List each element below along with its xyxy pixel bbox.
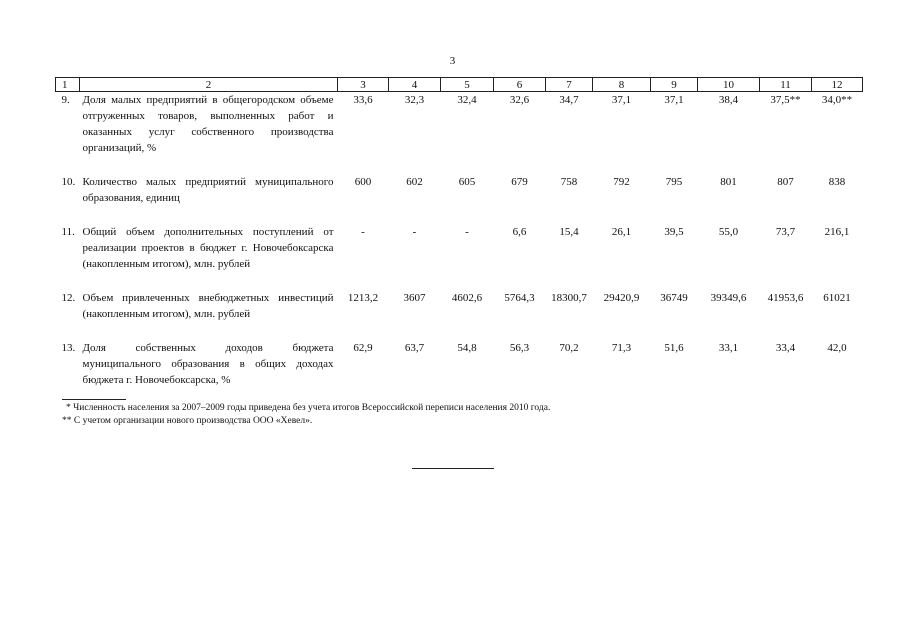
row-value: 15,4 (559, 226, 579, 238)
row-value: 216,1 (824, 226, 850, 238)
row-description: Доля малых предприятий в общегородском объеме отгруженных товаров, выполненных работ и оказанных услуг собственного производства организаций, % (82, 94, 334, 154)
row-value: 6,6 (512, 226, 527, 238)
column-header: 7 (546, 78, 593, 92)
table-row (56, 340, 863, 388)
row-value: 37,1 (611, 94, 632, 106)
row-value: 62,9 (353, 342, 373, 354)
row-value: 26,1 (611, 226, 632, 238)
row-value: 5764,3 (504, 292, 535, 304)
row-number: 11. (61, 226, 75, 238)
row-value: 73,7 (775, 226, 796, 238)
indicators-table (55, 77, 863, 388)
row-value: 71,3 (611, 342, 632, 354)
table-row (56, 224, 863, 272)
row-value: 37,5** (770, 94, 801, 106)
row-value: 61021 (823, 292, 851, 304)
row-value: 29420,9 (603, 292, 640, 304)
column-header: 11 (760, 78, 812, 92)
row-description: Доля собственных доходов бюджета муниципального образования в общих доходах бюджета г. Новочебоксарска, % (82, 342, 334, 386)
table-row (56, 290, 863, 322)
row-value: 42,0 (827, 342, 847, 354)
row-value: 32,3 (404, 94, 425, 106)
row-value: 38,4 (718, 94, 739, 106)
table-row (56, 92, 863, 157)
row-value: 33,1 (718, 342, 739, 354)
row-value: - (361, 226, 365, 238)
row-value: - (465, 226, 469, 238)
row-value: 4602,6 (451, 292, 483, 304)
row-value: 3607 (403, 292, 426, 304)
row-value: 33,6 (353, 94, 373, 106)
row-description: Количество малых предприятий муниципального образования, единиц (82, 176, 334, 204)
row-description: Объем привлеченных внебюджетных инвестиций (накопленным итогом), млн. рублей (82, 292, 334, 320)
row-value: 602 (406, 176, 423, 188)
column-header: 4 (389, 78, 441, 92)
page-number: 3 (449, 55, 456, 67)
row-value: 51,6 (664, 342, 684, 354)
row-number: 12. (61, 292, 76, 304)
column-header: 1 (56, 78, 80, 92)
header-row (56, 78, 863, 92)
row-value: 70,2 (559, 342, 579, 354)
row-value: 679 (511, 176, 528, 188)
row-value: 36749 (660, 292, 688, 304)
column-header: 8 (593, 78, 651, 92)
row-value: 18300,7 (551, 292, 587, 304)
row-value: 795 (665, 176, 683, 188)
row-value: 838 (828, 176, 846, 188)
row-value: 32,6 (509, 94, 530, 106)
row-description: Общий объем дополнительных поступлений от реализации проектов в бюджет г. Новочебоксарска (накопленным итогом), млн. рублей (82, 226, 334, 270)
footnote-divider (62, 399, 126, 400)
column-header: 6 (494, 78, 546, 92)
row-value: 63,7 (404, 342, 425, 354)
column-header: 3 (338, 78, 389, 92)
row-number: 13. (61, 342, 76, 354)
row-value: 807 (777, 176, 794, 188)
column-header: 12 (812, 78, 863, 92)
row-value: 33,4 (775, 342, 796, 354)
row-value: 39,5 (664, 226, 684, 238)
row-value: 1213,2 (347, 292, 379, 304)
row-value: 792 (613, 176, 630, 188)
row-value: 37,1 (664, 94, 684, 106)
footnote: * Численность населения за 2007–2009 годы приведена без учета итогов Всероссийской переписи населения 2010 года. (66, 403, 551, 413)
row-value: 56,3 (509, 342, 530, 354)
row-value: 605 (458, 176, 476, 188)
row-number: 9. (61, 94, 70, 106)
footnote: ** С учетом организации нового производства ООО «Хевел». (62, 416, 313, 426)
row-value: - (412, 226, 417, 238)
column-header: 10 (698, 78, 760, 92)
row-value: 758 (560, 176, 578, 188)
row-value: 55,0 (718, 226, 739, 238)
column-header: 5 (441, 78, 494, 92)
end-divider (412, 468, 494, 469)
row-value: 32,4 (457, 94, 477, 106)
row-value: 600 (354, 176, 372, 188)
row-value: 801 (720, 176, 737, 188)
column-header: 2 (80, 78, 338, 92)
row-number: 10. (61, 176, 76, 188)
table-row (56, 174, 863, 206)
column-header: 9 (651, 78, 698, 92)
row-value: 34,0** (821, 94, 853, 106)
row-value: 54,8 (457, 342, 477, 354)
row-value: 34,7 (559, 94, 579, 106)
row-value: 39349,6 (710, 292, 747, 304)
row-value: 41953,6 (767, 292, 804, 304)
